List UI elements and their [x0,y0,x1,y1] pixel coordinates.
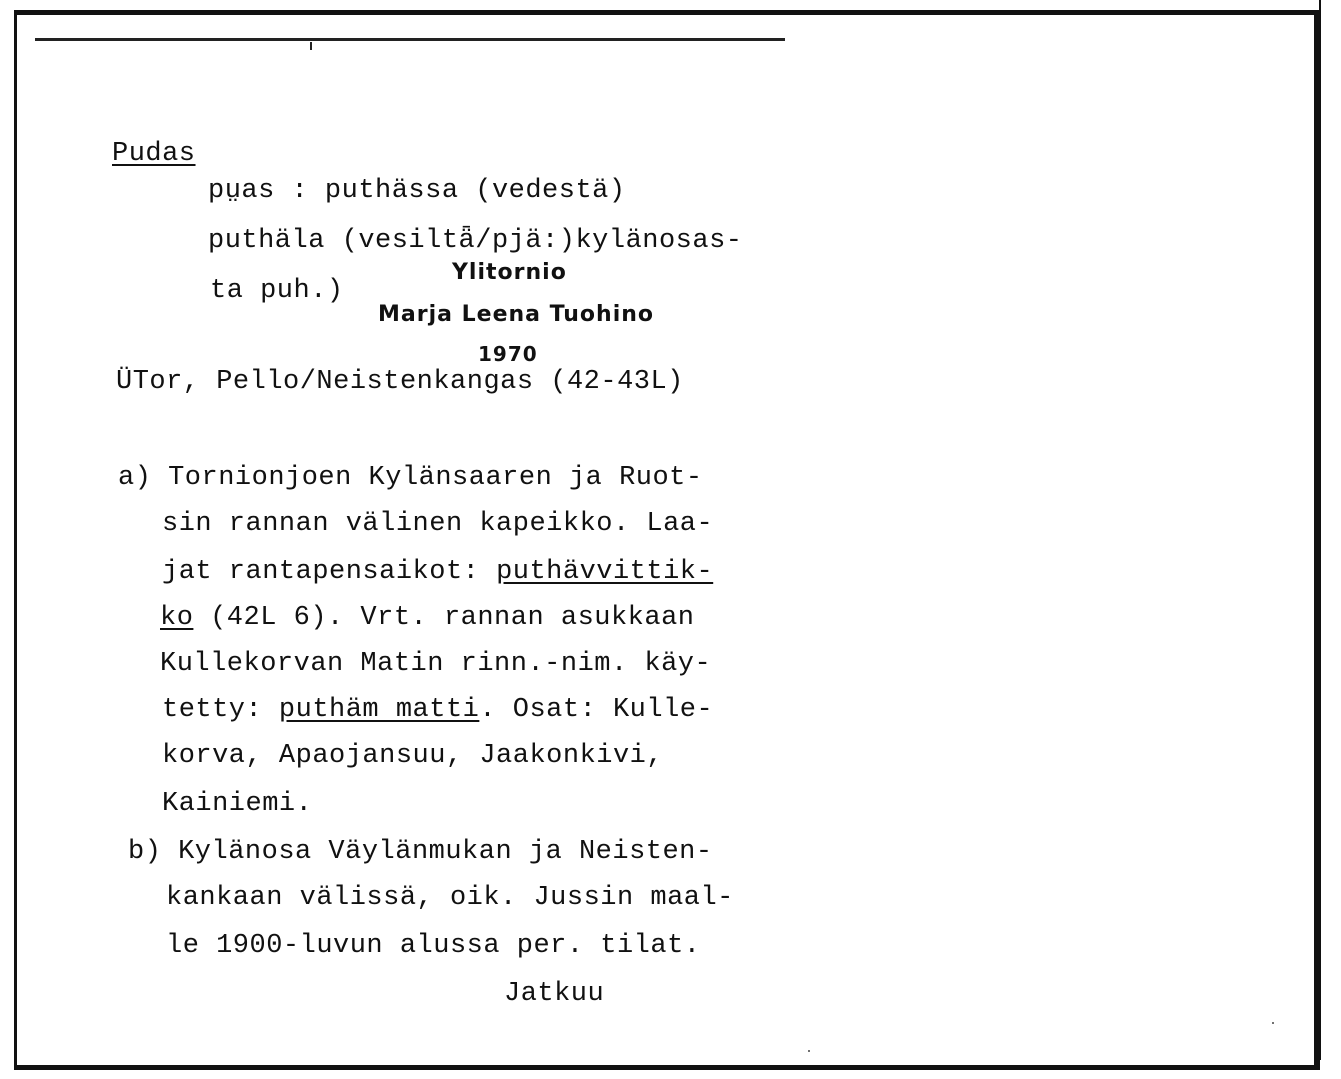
section-a-line-2: sin rannan välinen kapeikko. Laa- [162,509,714,539]
card-heading: Pudas [112,139,196,169]
section-b-line-3: le 1900-luvun alussa per. tilat. [166,931,701,961]
section-a-line-4-text: (42L 6). Vrt. rannan asukkaan [193,603,695,633]
dialect-term-1: puthävvittik- [496,557,714,587]
section-a-line-4 [160,602,695,634]
collection-year: 1970 [478,342,538,366]
section-a-line-6-rest: . Osat: Kulle- [479,695,714,725]
section-a-line-3 [162,556,713,588]
section-a-line-8: Kainiemi. [162,789,313,819]
section-a-line-1: a) Tornionjoen Kylänsaaren ja Ruot- [118,463,703,493]
section-b-line-2: kankaan välissä, oik. Jussin maal- [166,883,734,913]
pronunciation-line-3: ta puh.) [210,276,344,306]
card-edge [1319,0,1321,1060]
locality-line: ÜTor, Pello/Neistenkangas (42-43L) [116,367,684,397]
top-rule [35,38,785,41]
scan-speck [1272,1022,1274,1024]
dialect-term-1-end: ko [160,603,194,633]
informant-place: Ylitornio [452,260,567,285]
scan-speck [808,1050,810,1052]
section-a-line-6 [162,694,713,726]
pronunciation-line-2: puthäla (vesiltǟ/pjä:)kylänosas- [208,226,743,256]
informant-name: Marja Leena Tuohino [378,302,655,327]
section-a-line-5: Kullekorvan Matin rinn.-nim. käy- [160,649,712,679]
continue-note: Jatkuu [504,979,605,1009]
section-a-line-3-text: jat rantapensaikot: [162,557,497,587]
section-a-line-7: korva, Apaojansuu, Jaakonkivi, [162,741,664,771]
pronunciation-line-1: pṳas : puthässa (vedestä) [208,176,626,206]
rule-tick [310,42,312,50]
section-a-line-6-text: tetty: [162,695,279,725]
dialect-term-2: puthäm matti [278,695,480,725]
section-b-line-1: b) Kylänosa Väylänmukan ja Neisten- [128,837,713,867]
